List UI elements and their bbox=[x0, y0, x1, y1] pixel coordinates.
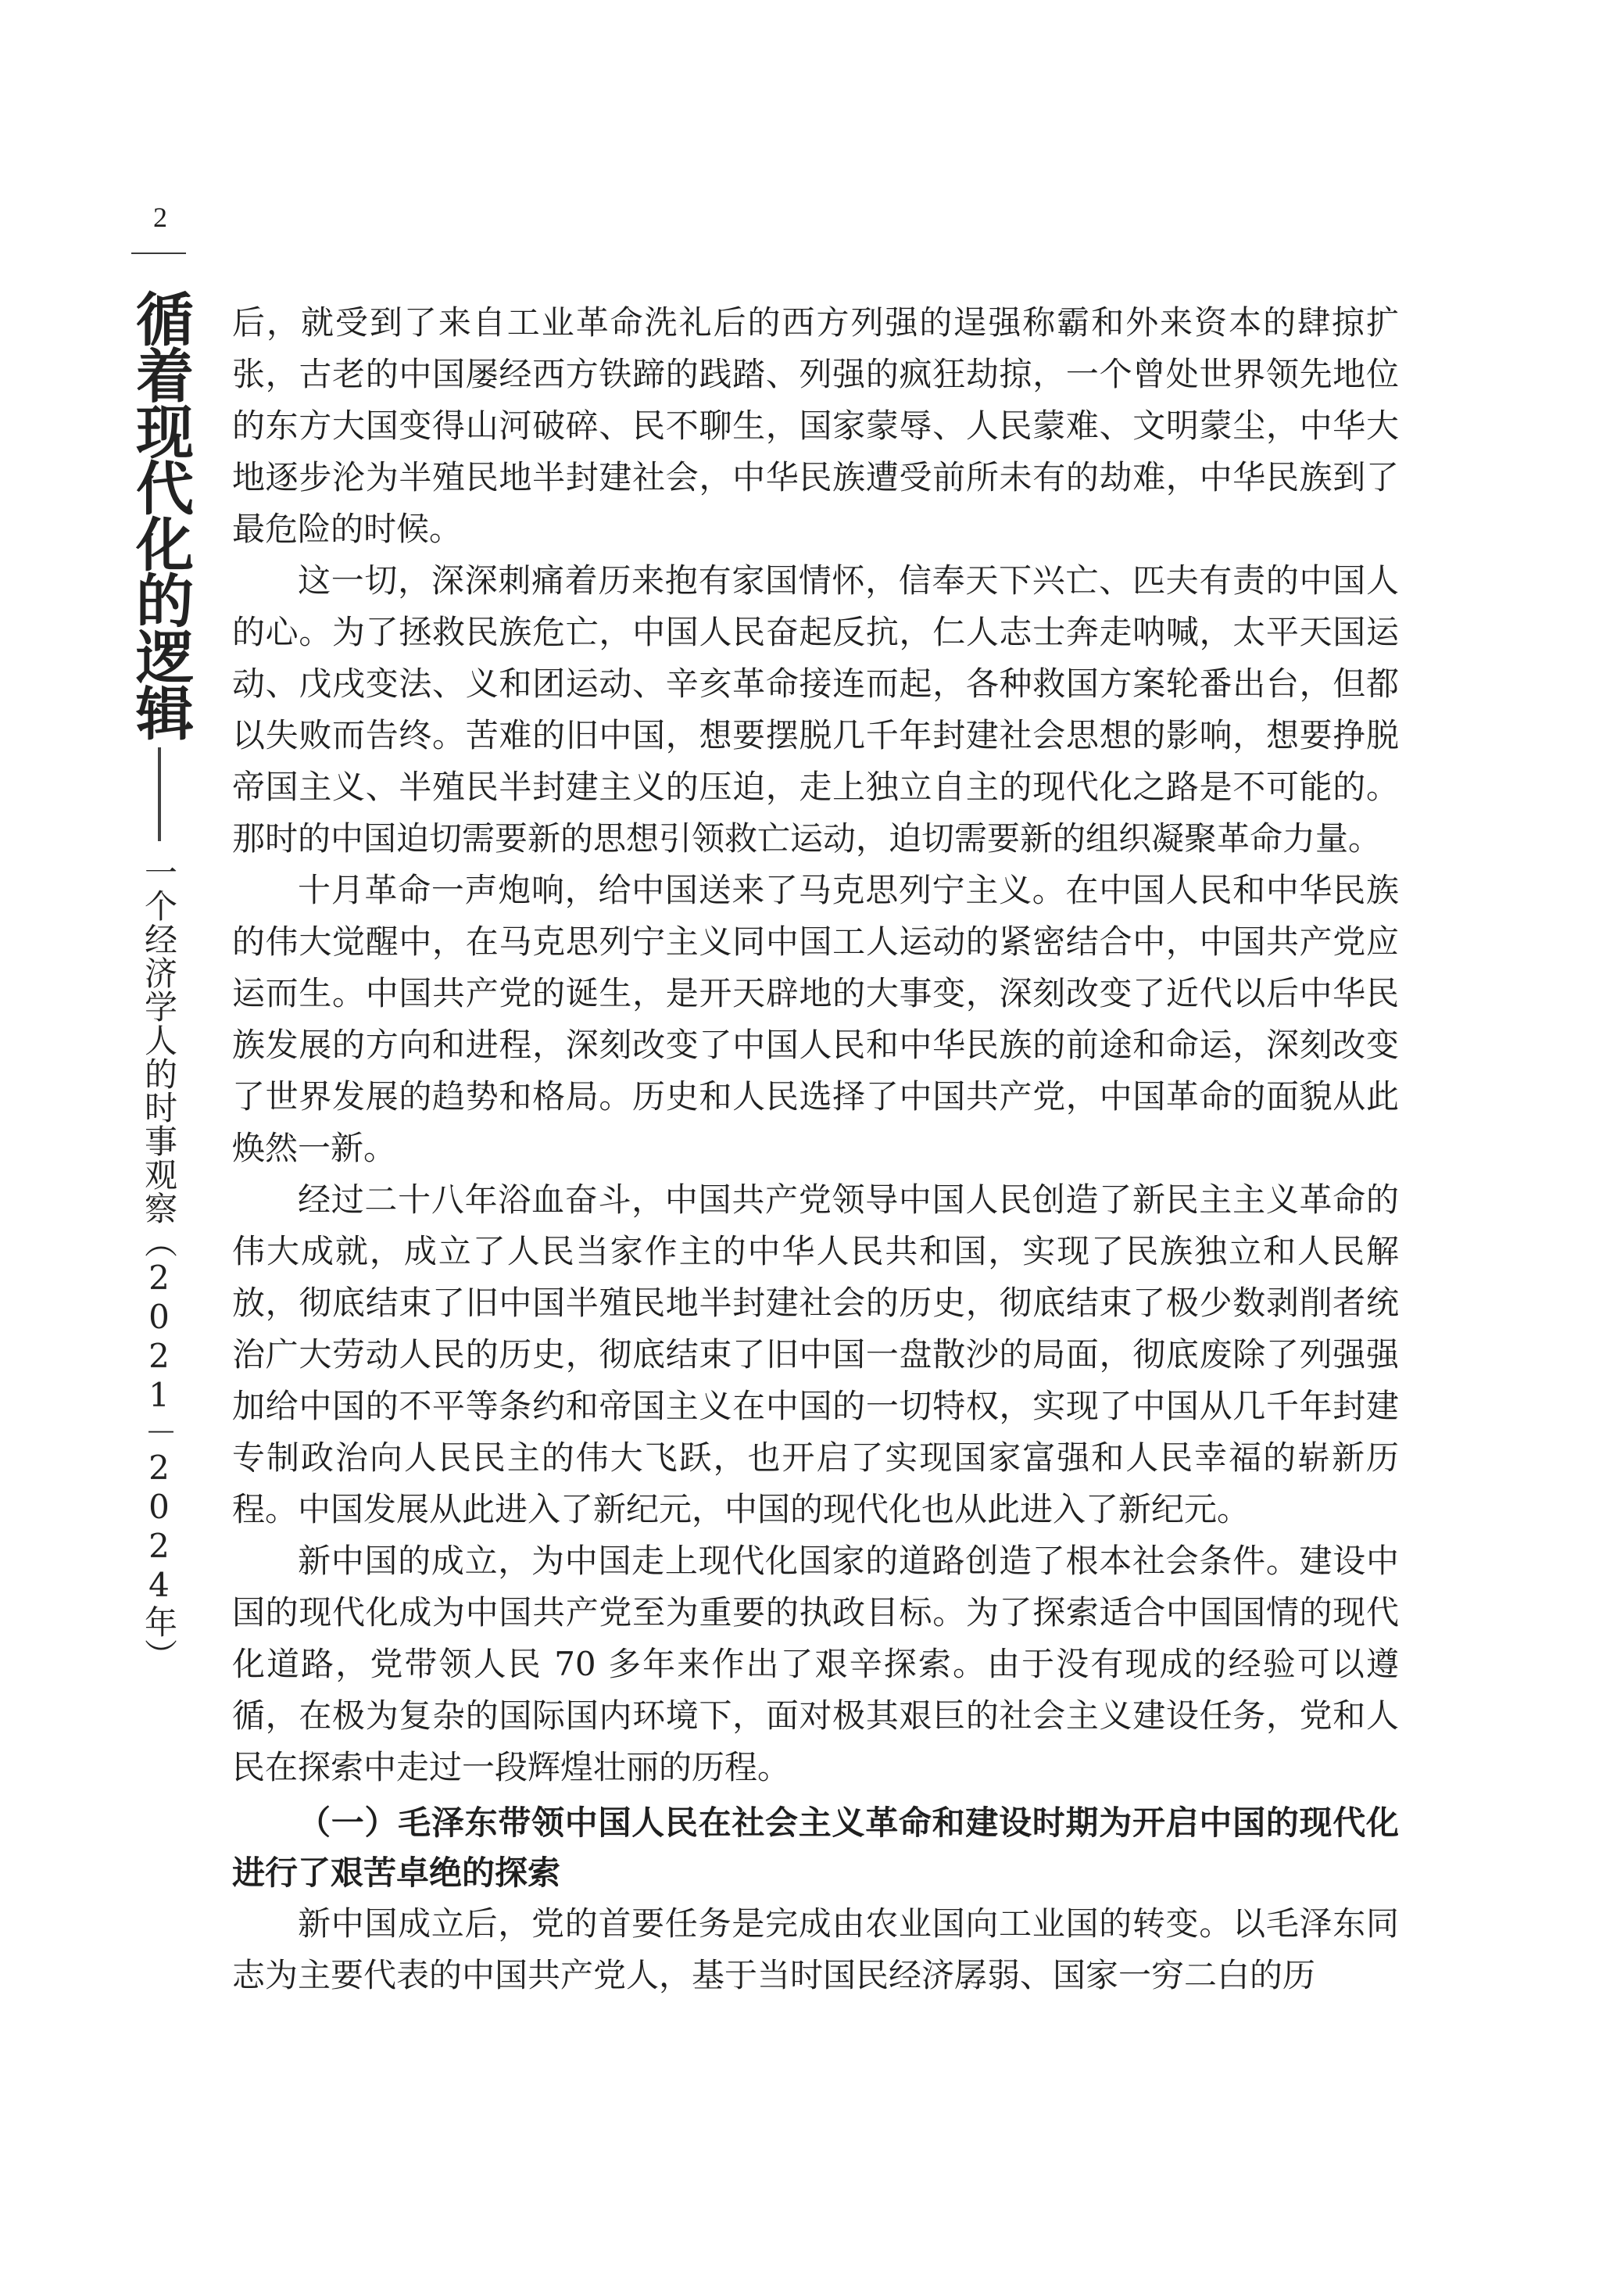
running-title bbox=[117, 289, 203, 1672]
book-title: 循着现代化的逻辑 bbox=[127, 289, 194, 740]
paragraph-5: 新中国的成立，为中国走上现代化国家的道路创造了根本社会条件。建设中国的现代化成为中国共产党至为重要的执政目标。为了探索适合中国国情的现代化道路，党带领人民 70 多年来作出了艰辛探索。由于没有现成的经验可以遵循，在极为复杂的国际国内环境下，面对极其艰巨的社会主义建设任务，党和人民在探索中走过一段辉煌壮丽的历程。 bbox=[232, 1542, 1399, 1786]
page-number: 2 bbox=[153, 202, 167, 233]
paragraph-4: 经过二十八年浴血奋斗，中国共产党领导中国人民创造了新民主主义革命的伟大成就，成立了人民当家作主的中华人民共和国，实现了民族独立和人民解放，彻底结束了旧中国半殖民地半封建社会的历史，彻底结束了极少数剥削者统治广大劳动人民的历史，彻底结束了旧中国一盘散沙的局面，彻底废除了列强强加给中国的不平等条约和帝国主义在中国的一切特权，实现了中国从几千年封建专制政治向人民民主的伟大飞跃，也开启了实现国家富强和人民幸福的崭新历程。中国发展从此进入了新纪元，中国的现代化也从此进入了新纪元。 bbox=[232, 1180, 1399, 1528]
paragraph-3: 十月革命一声炮响，给中国送来了马克思列宁主义。在中国人民和中华民族的伟大觉醒中，在马克思列宁主义同中国工人运动的紧密结合中，中国共产党应运而生。中国共产党的诞生，是开天辟地的大事变，深刻改变了近代以后中华民族发展的方向和进程，深刻改变了中国人民和中华民族的前途和命运，深刻改变了世界发展的趋势和格局。历史和人民选择了中国共产党，中国革命的面貌从此焕然一新。 bbox=[232, 871, 1399, 1167]
paragraph-1: 后，就受到了来自工业革命洗礼后的西方列强的逞强称霸和外来资本的肆掠扩张，古老的中国屡经西方铁蹄的践踏、列强的疯狂劫掠，一个曾处世界领先地位的东方大国变得山河破碎、民不聊生，国家蒙辱、人民蒙难、文明蒙尘，中华大地逐步沦为半殖民地半封建社会，中华民族遭受前所未有的劫难，中华民族到了最危险的时候。 bbox=[232, 303, 1399, 548]
paragraph-6: 新中国成立后，党的首要任务是完成由农业国向工业国的转变。以毛泽东同志为主要代表的中国共产党人，基于当时国民经济孱弱、国家一穷二白的历 bbox=[232, 1904, 1399, 1994]
book-subtitle: 一个经济学人的时事观察（2021－2024年） bbox=[140, 855, 178, 1672]
section-heading: （一）毛泽东带领中国人民在社会主义革命和建设时期为开启中国的现代化进行了艰苦卓绝的探索 bbox=[232, 1804, 1399, 1892]
page-number-rule bbox=[131, 253, 186, 254]
title-dash bbox=[158, 747, 161, 841]
body-text bbox=[232, 297, 1399, 2001]
paragraph-2: 这一切，深深刺痛着历来抱有家国情怀，信奉天下兴亡、匹夫有责的中国人的心。为了拯救民族危亡，中国人民奋起反抗，仁人志士奔走呐喊，太平天国运动、戊戌变法、义和团运动、辛亥革命接连而起，各种救国方案轮番出台，但都以失败而告终。苦难的旧中国，想要摆脱几千年封建社会思想的影响，想要挣脱帝国主义、半殖民半封建主义的压迫，走上独立自主的现代化之路是不可能的。那时的中国迫切需要新的思想引领救亡运动，迫切需要新的组织凝聚革命力量。 bbox=[232, 561, 1399, 858]
